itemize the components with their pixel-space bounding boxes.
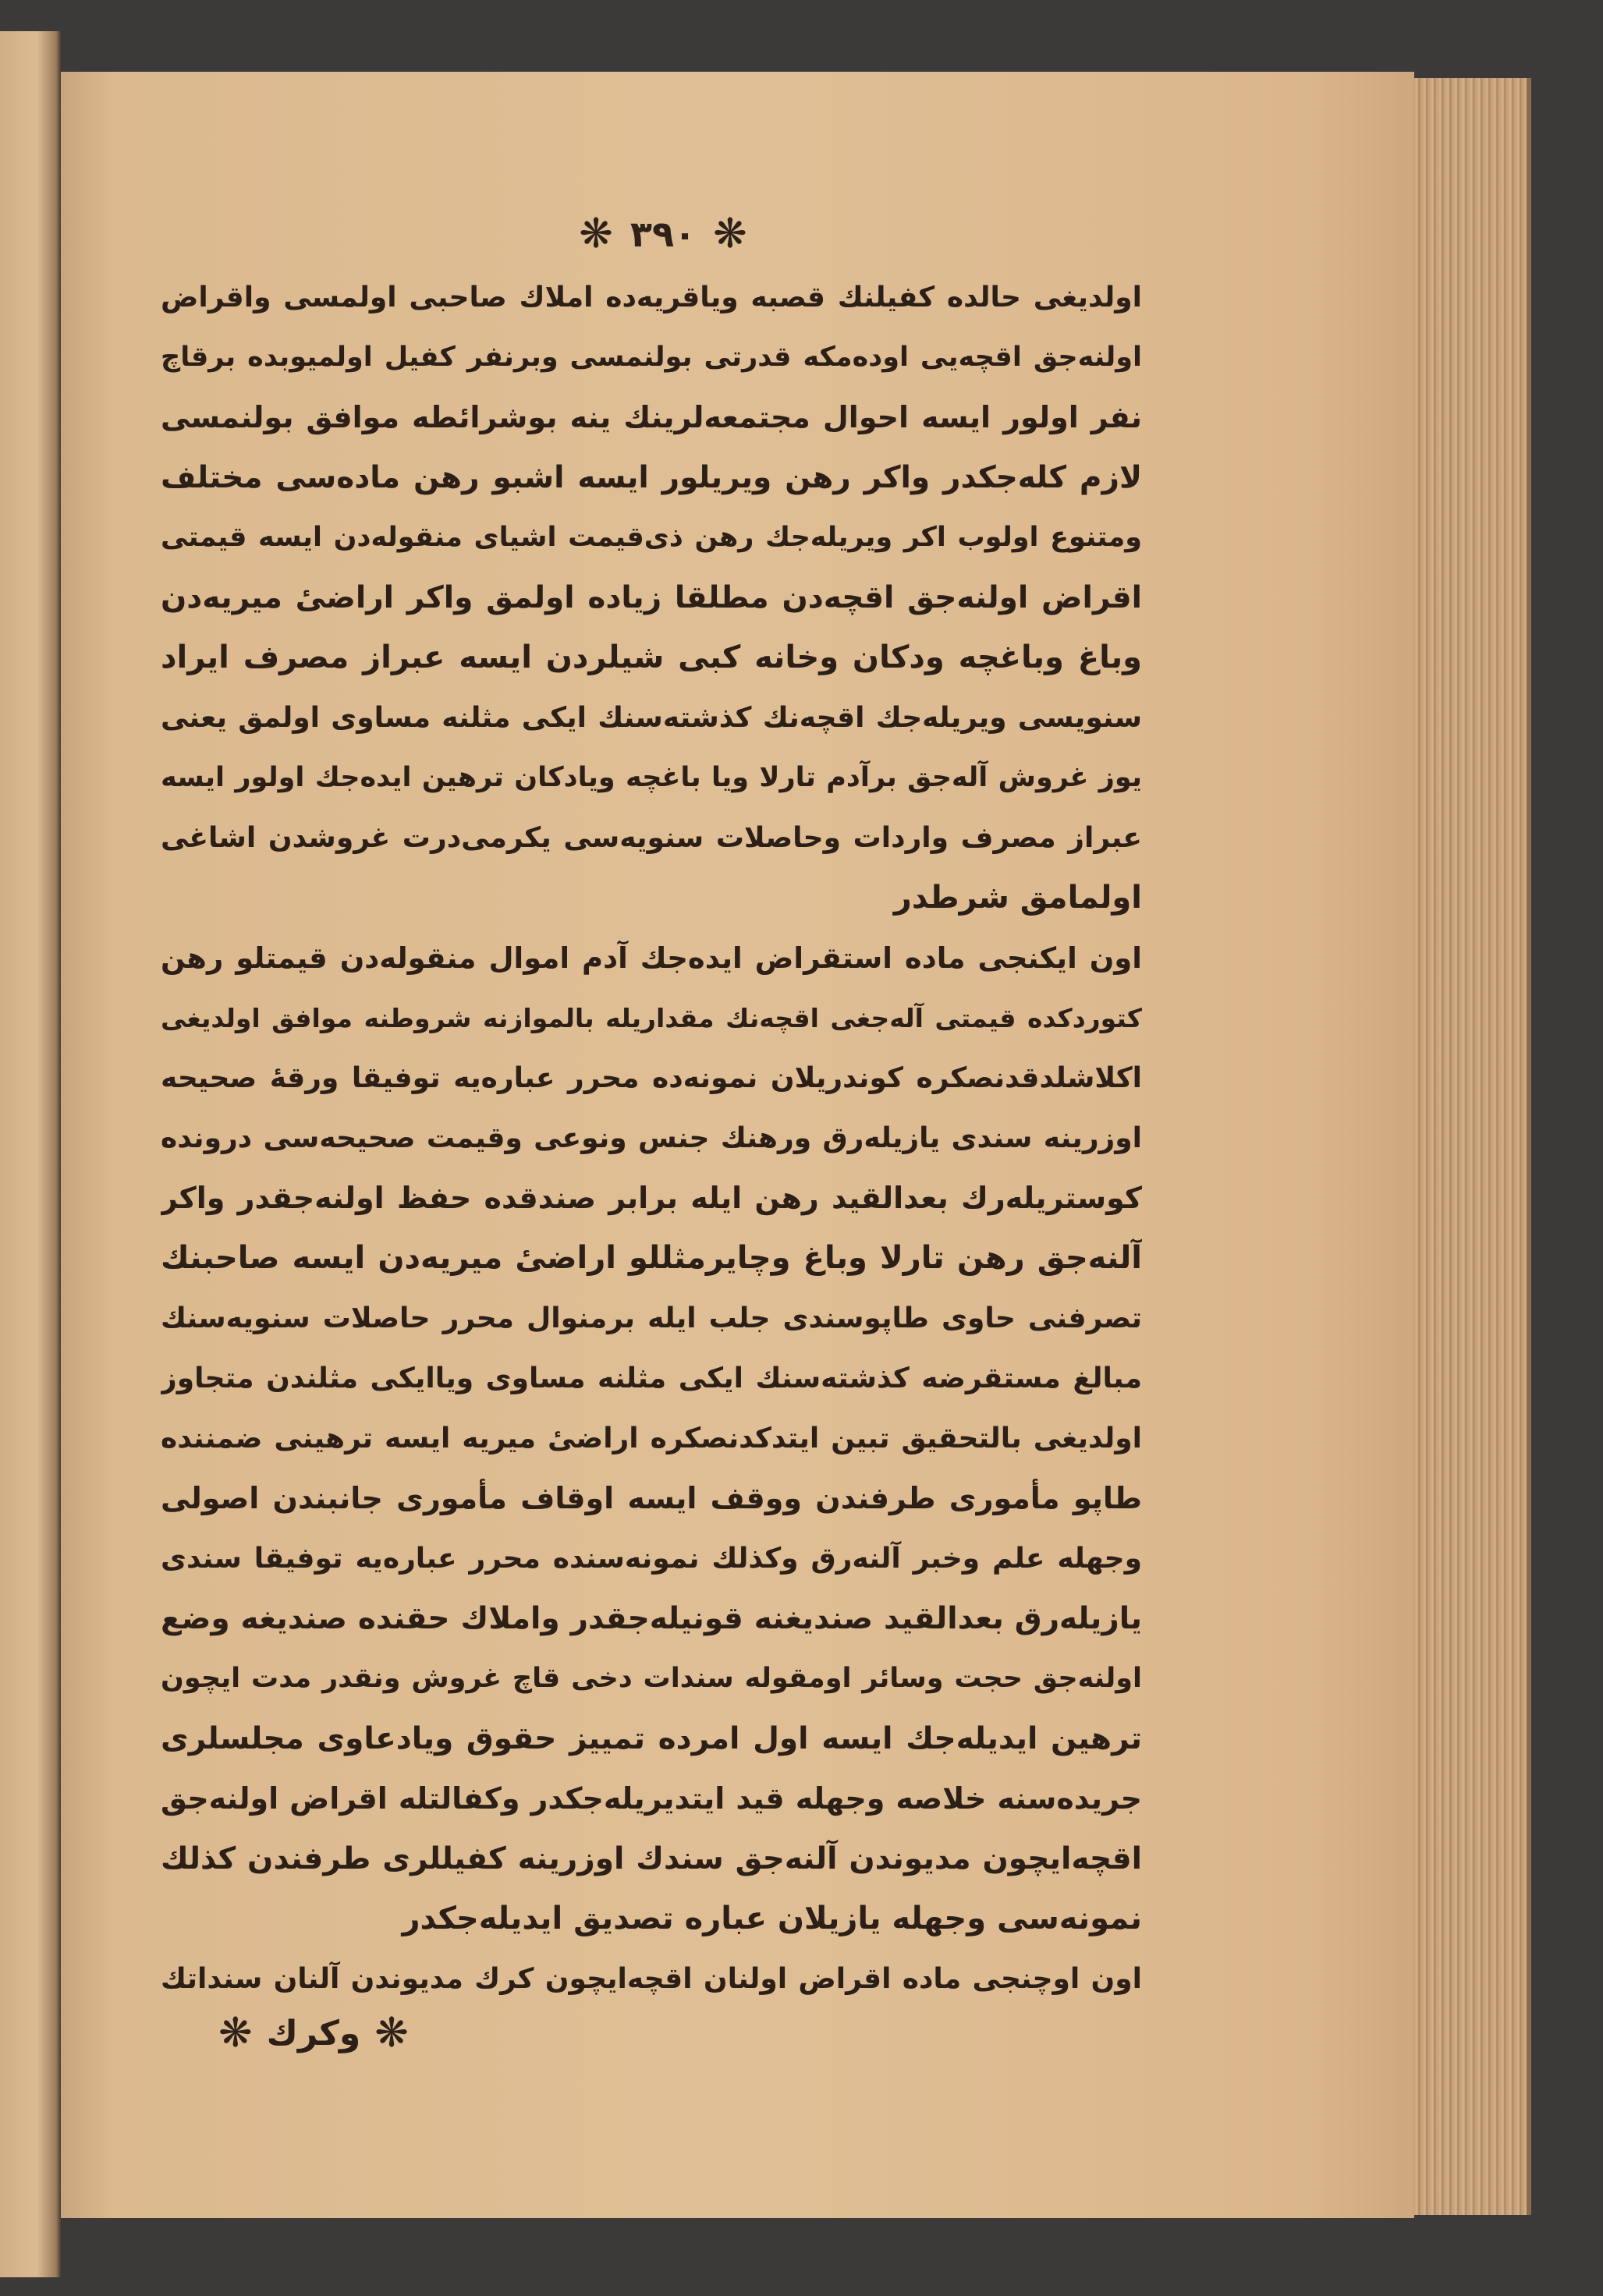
catchword-block xyxy=(218,2006,409,2060)
text-line: وجهله علم وخبر آلنه‌رق وکذلك نمونه‌سنده محرر عباره‌یه توفیقا سندی xyxy=(161,1543,1142,1575)
text-line: تصرفنی حاوی طاپوسندی جلب ایله برمنوال محرر حاصلات سنویه‌سنك xyxy=(161,1302,1142,1334)
ornament-icon: ❋ xyxy=(218,2010,253,2057)
text-line: لازم کله‌جکدر واکر رهن ویریلور ایسه اشبو رهن ماده‌سی مختلف xyxy=(161,460,1142,495)
text-line: اقراض اولنه‌جق اقچه‌دن مطلقا زیاده اولمق واکر اراضیٔ میریه‌دن xyxy=(161,580,1142,615)
ornament-icon: ❋ xyxy=(374,2010,409,2057)
text-line: اولدیغی حالده کفیلنك قصبه ویاقریه‌ده املاك صاحبی اولمسی واقراض xyxy=(161,282,1142,314)
ornament-icon: ❋ xyxy=(713,211,747,257)
catchword: وکرك xyxy=(266,2013,361,2053)
text-line: عبراز مصرف واردات وحاصلات سنویه‌سی یکرمی‌درت غروشدن اشاغی xyxy=(161,822,1142,854)
text-line: نفر اولور ایسه احوال مجتمعه‌لرینك ینه بوشرائطه موافق بولنمسی xyxy=(161,400,1142,434)
text-line: جریده‌سنه خلاصه وجهله قید ایتدیریله‌جکدر وکفالتله اقراض اولنه‌جق xyxy=(161,1781,1142,1816)
text-line: اولمامق شرطدر xyxy=(893,880,1142,916)
text-line: سنویسی ویریله‌جك اقچه‌نك کذشته‌سنك ایکی مثلنه مساوی اولمق یعنی xyxy=(161,702,1142,734)
text-line: ومتنوع اولوب اکر ویریله‌جك رهن ذی‌قیمت اشیای منقوله‌دن ایسه قیمتی xyxy=(161,522,1142,553)
text-line: اون ایکنجی ماده استقراض ایده‌جك آدم اموال منقوله‌دن قیمتلو رهن xyxy=(161,941,1142,975)
text-line: اولنه‌جق اقچه‌یی اوده‌مکه قدرتی بولنمسی وبرنفر کفیل اولمیوبده برقاچ xyxy=(161,342,1142,373)
text-line: کتوردکده قیمتی آله‌جغی اقچه‌نك مقداریله بالموازنه شروطنه موافق اولدیغی xyxy=(161,1003,1142,1033)
text-line: اون اوچنجی ماده اقراض اولنان اقچه‌ایچون کرك مدیوندن آلنان سنداتك xyxy=(161,1963,1142,1995)
text-line: اولنه‌جق حجت وسائر اومقوله سندات دخی قاچ غروش ونقدر مدت ایچون xyxy=(161,1663,1142,1694)
text-line: طاپو مأموری طرفندن ووقف ایسه اوقاف مأموری جانبندن اصولی xyxy=(161,1481,1142,1515)
text-line: اوزرینه سندی یازیله‌رق ورهنك جنس ونوعی وقیمت صحیحه‌سی درونده xyxy=(161,1122,1142,1154)
page-edges-stack xyxy=(1413,78,1531,2215)
ornament-icon: ❋ xyxy=(579,211,613,257)
text-line: وباغ وباغچه ودکان وخانه کبی شیلردن ایسه عبراز مصرف ایراد xyxy=(161,640,1142,675)
page-header xyxy=(569,204,757,264)
page-number: ٣٩٠ xyxy=(629,213,697,255)
text-line: نمونه‌سی وجهله یازیلان عباره تصدیق ایدیله‌جکدر xyxy=(402,1901,1142,1936)
text-line: آلنه‌جق رهن تارلا وباغ وچایرمثللو اراضیٔ میریه‌دن ایسه صاحبنك xyxy=(161,1240,1142,1276)
text-line: یازیله‌رق بعدالقید صندیغنه قونیله‌جقدر واملاك حقنده صندیغه وضع xyxy=(161,1601,1142,1636)
text-line: یوز غروش آله‌جق برآدم تارلا ویا باغچه ویادکان ترهین ایده‌جك اولور ایسه xyxy=(161,762,1142,793)
text-line: اولدیغی بالتحقیق تبین ایتدکدنصکره اراضیٔ میریه ایسه ترهینی ضمننده xyxy=(161,1423,1142,1454)
text-line: اقچه‌ایچون مدیوندن آلنه‌جق سندك اوزرینه کفیللری طرفندن کذلك xyxy=(161,1841,1142,1876)
text-line: کوستریله‌رك بعدالقید رهن ایله برابر صندقده حفظ اولنه‌جقدر واکر xyxy=(161,1181,1142,1215)
text-line: اکلاشلدقدنصکره کوندریلان نمونه‌ده محرر عباره‌یه توفیقا ورقهٔ صحیحه xyxy=(161,1062,1142,1094)
left-page-edge xyxy=(0,31,61,2277)
text-line: ترهین ایدیله‌جك ایسه اول امرده تمییز حقوق ویادعاوی مجلسلری xyxy=(161,1721,1142,1756)
text-line: مبالغ مستقرضه کذشته‌سنك ایکی مثلنه مساوی ویاایکی مثلندن متجاوز xyxy=(161,1362,1142,1394)
